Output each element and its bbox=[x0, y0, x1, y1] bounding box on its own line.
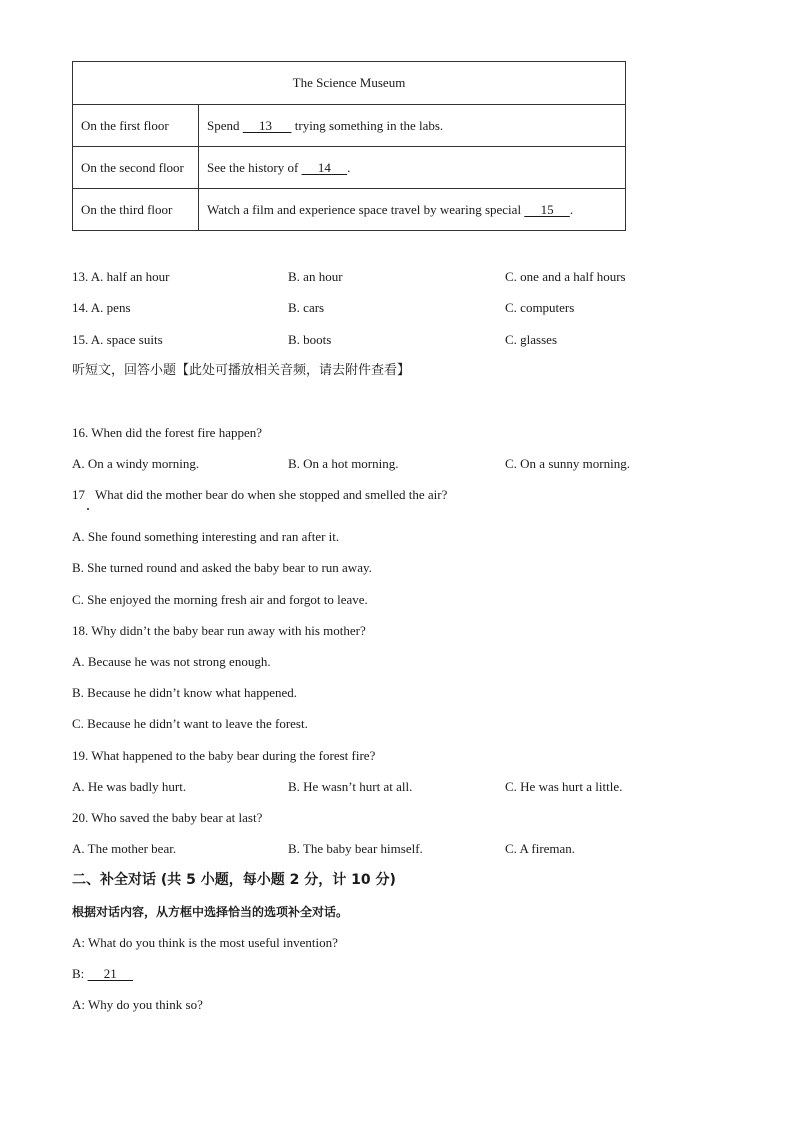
table-title: The Science Museum bbox=[73, 62, 626, 105]
question-19: 19. What happened to the baby bear during the forest fire? bbox=[72, 748, 376, 763]
option-14a: 14. A. pens bbox=[72, 300, 131, 315]
option-20a: A. The mother bear. bbox=[72, 841, 177, 856]
floor-description: See the history of 14 . bbox=[199, 147, 626, 189]
section-2-instruction: 根据对话内容，从方框中选择恰当的选项补全对话。 bbox=[72, 905, 349, 919]
blank-13: 13 bbox=[242, 117, 292, 133]
blank-21: 21 bbox=[87, 966, 134, 981]
question-18: 18. Why didn’t the baby bear run away with his mother? bbox=[72, 623, 366, 638]
listening-instruction: 听短文，回答小题【此处可播放相关音频，请去附件查看】 bbox=[72, 363, 411, 378]
science-museum-table bbox=[72, 61, 626, 231]
floor-label: On the second floor bbox=[73, 147, 199, 189]
blank-15: 15 bbox=[524, 201, 570, 217]
option-18b: B. Because he didn’t know what happened. bbox=[72, 685, 298, 700]
dialogue-line-b1: B: 21 bbox=[72, 966, 134, 981]
option-16b: B. On a hot morning. bbox=[288, 456, 399, 471]
option-19a: A. He was badly hurt. bbox=[72, 779, 187, 794]
option-18a: A. Because he was not strong enough. bbox=[72, 654, 271, 669]
section-2-heading: 二、补全对话 (共 5 小题，每小题 2 分，计 10 分) bbox=[72, 872, 396, 888]
option-19c: C. He was hurt a little. bbox=[505, 779, 623, 794]
dialogue-line-a2: A: Why do you think so? bbox=[72, 997, 203, 1012]
option-17c: C. She enjoyed the morning fresh air and forgot to leave. bbox=[72, 592, 368, 607]
option-13a: 13. A. half an hour bbox=[72, 269, 170, 284]
dialogue-line-a1: A: What do you think is the most useful invention? bbox=[72, 935, 338, 950]
floor-description: Watch a film and experience space travel by wearing special 15 . bbox=[199, 189, 626, 231]
option-19b: B. He wasn’t hurt at all. bbox=[288, 779, 413, 794]
floor-label: On the first floor bbox=[73, 105, 199, 147]
question-20: 20. Who saved the baby bear at last? bbox=[72, 810, 263, 825]
option-13b: B. an hour bbox=[288, 269, 343, 284]
stray-dot bbox=[87, 508, 89, 510]
blank-14: 14 bbox=[301, 159, 348, 175]
option-14c: C. computers bbox=[505, 300, 575, 315]
floor-description: Spend 13 trying something in the labs. bbox=[199, 105, 626, 147]
option-15a: 15. A. space suits bbox=[72, 332, 163, 347]
floor-label: On the third floor bbox=[73, 189, 199, 231]
question-17: 17 What did the mother bear do when she stopped and smelled the air? bbox=[72, 487, 448, 502]
option-20c: C. A fireman. bbox=[505, 841, 576, 856]
option-16c: C. On a sunny morning. bbox=[505, 456, 630, 471]
option-15b: B. boots bbox=[288, 332, 332, 347]
option-17b: B. She turned round and asked the baby bear to run away. bbox=[72, 560, 372, 575]
option-16a: A. On a windy morning. bbox=[72, 456, 200, 471]
option-20b: B. The baby bear himself. bbox=[288, 841, 423, 856]
option-14b: B. cars bbox=[288, 300, 325, 315]
option-13c: C. one and a half hours bbox=[505, 269, 626, 284]
option-18c: C. Because he didn’t want to leave the forest. bbox=[72, 716, 308, 731]
question-16: 16. When did the forest fire happen? bbox=[72, 425, 262, 440]
option-15c: C. glasses bbox=[505, 332, 557, 347]
option-17a: A. She found something interesting and ran after it. bbox=[72, 529, 340, 544]
